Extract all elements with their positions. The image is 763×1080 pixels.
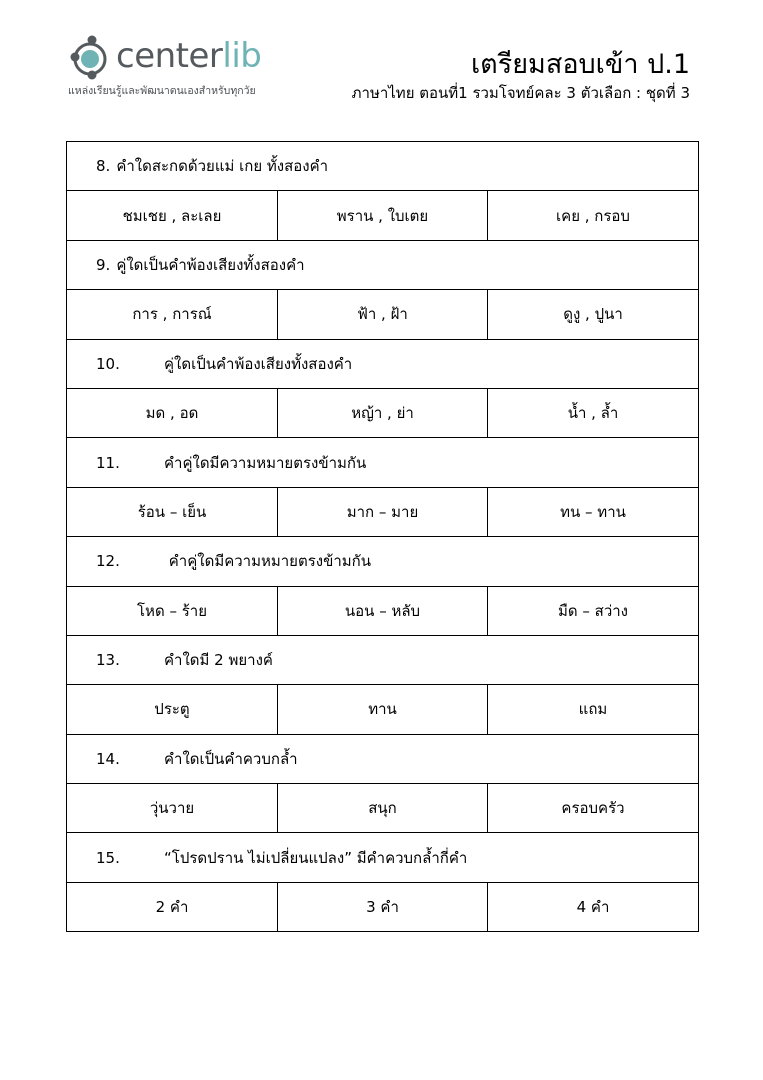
choices-row — [67, 784, 699, 833]
page-subtitle: ภาษาไทย ตอนที่1 รวมโจทย์คละ 3 ตัวเลือก : ชุดที่ 3 — [351, 84, 690, 102]
answer-choice[interactable]: วุ่นวาย — [67, 784, 278, 833]
choices-row — [67, 290, 699, 339]
answer-choice[interactable]: 2 คำ — [67, 882, 278, 931]
answer-choice[interactable]: ทน – ทาน — [488, 487, 699, 536]
question-cell — [67, 339, 699, 388]
question-text: คำคู่ใดมีความหมายตรงข้ามกัน — [164, 552, 371, 571]
question-text: คู่ใดเป็นคำพ้องเสียงทั้งสองคำ — [164, 354, 353, 373]
question-text: คำใดสะกดด้วยแม่ เกย ทั้งสองคำ — [116, 157, 329, 176]
answer-choice[interactable]: พราน , ใบเตย — [278, 191, 488, 240]
question-cell — [67, 734, 699, 783]
answer-choice[interactable]: 3 คำ — [278, 882, 488, 931]
answer-choice[interactable]: ดูงู , ปูนา — [488, 290, 699, 339]
answer-choice[interactable]: สนุก — [278, 784, 488, 833]
question-number: 10. — [96, 354, 120, 373]
question-row — [67, 537, 699, 586]
molecule-logo-icon — [68, 34, 114, 80]
question-text: คำใดมี 2 พยางค์ — [164, 651, 273, 670]
brand-logo — [66, 32, 286, 102]
question-row — [67, 438, 699, 487]
question-cell — [67, 833, 699, 882]
question-row — [67, 833, 699, 882]
page-title: เตรียมสอบเข้า ป.1 — [470, 49, 690, 80]
answer-choice[interactable]: โหด – ร้าย — [67, 586, 278, 635]
question-cell — [67, 635, 699, 684]
answer-choice[interactable]: แถม — [488, 685, 699, 734]
choices-row — [67, 586, 699, 635]
choices-row — [67, 487, 699, 536]
question-row — [67, 339, 699, 388]
answer-choice[interactable]: การ , การณ์ — [67, 290, 278, 339]
answer-choice[interactable]: มาก – มาย — [278, 487, 488, 536]
answer-choice[interactable]: น้ำ , ล้ำ — [488, 388, 699, 437]
question-number: 14. — [96, 749, 120, 768]
answer-choice[interactable]: หญ้า , ย่า — [278, 388, 488, 437]
question-row — [67, 635, 699, 684]
answer-choice[interactable]: ชมเชย , ละเลย — [67, 191, 278, 240]
question-number: 11. — [96, 453, 120, 472]
question-number: 13. — [96, 651, 120, 670]
quiz-table — [66, 141, 699, 932]
question-text: คำคู่ใดมีความหมายตรงข้ามกัน — [164, 453, 367, 472]
question-number: 12. — [96, 552, 120, 571]
question-text: คู่ใดเป็นคำพ้องเสียงทั้งสองคำ — [116, 255, 305, 274]
question-number: 8. — [96, 157, 111, 176]
answer-choice[interactable]: ร้อน – เย็น — [67, 487, 278, 536]
answer-choice[interactable]: เคย , กรอบ — [488, 191, 699, 240]
choices-row — [67, 191, 699, 240]
brand-name: centerlib — [116, 36, 262, 76]
question-text: “โปรดปราน ไม่เปลี่ยนแปลง” มีคำควบกล้ำกี่คำ — [164, 848, 468, 867]
answer-choice[interactable]: 4 คำ — [488, 882, 699, 931]
question-row — [67, 240, 699, 289]
question-cell — [67, 537, 699, 586]
answer-choice[interactable]: นอน – หลับ — [278, 586, 488, 635]
answer-choice[interactable]: ฟ้า , ฝ้า — [278, 290, 488, 339]
answer-choice[interactable]: ประตู — [67, 685, 278, 734]
question-number: 9. — [96, 255, 111, 274]
question-cell — [67, 438, 699, 487]
question-cell — [67, 240, 699, 289]
brand-tagline: แหล่งเรียนรู้และพัฒนาตนเองสำหรับทุกวัย — [68, 85, 256, 97]
question-row — [67, 142, 699, 191]
answer-choice[interactable]: ทาน — [278, 685, 488, 734]
answer-choice[interactable]: มด , อด — [67, 388, 278, 437]
question-number: 15. — [96, 848, 120, 867]
question-cell — [67, 142, 699, 191]
question-text: คำใดเป็นคำควบกล้ำ — [164, 749, 298, 768]
question-row — [67, 734, 699, 783]
choices-row — [67, 388, 699, 437]
choices-row — [67, 882, 699, 931]
answer-choice[interactable]: มืด – สว่าง — [488, 586, 699, 635]
answer-choice[interactable]: ครอบครัว — [488, 784, 699, 833]
choices-row — [67, 685, 699, 734]
